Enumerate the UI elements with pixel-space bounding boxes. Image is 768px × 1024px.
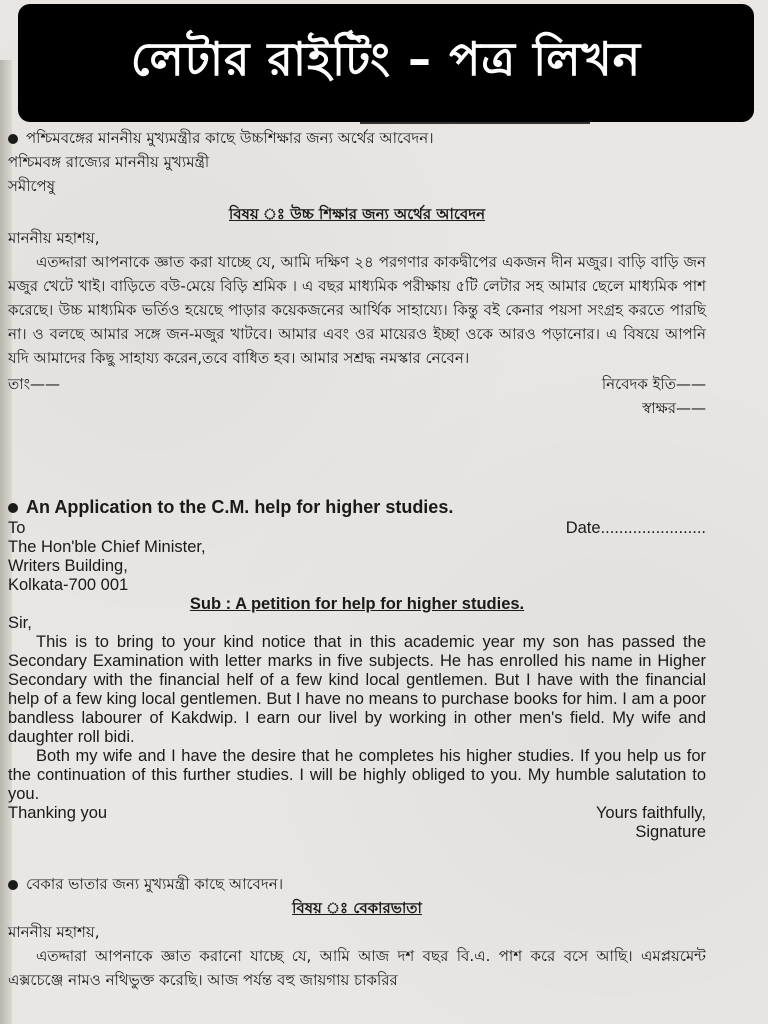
letter3-subject: বিষয় ঃ বেকারভাতা — [292, 899, 422, 917]
letter2-signature: Signature — [635, 823, 706, 841]
letter1-salutation: মাননীয় মহাশয়, — [8, 229, 100, 247]
letter1-subject: বিষয় ঃ উচ্চ শিক্ষার জন্য অর্থের আবেদন — [228, 205, 486, 223]
divider — [360, 122, 590, 124]
letter1-signature: স্বাক্ষর—— — [642, 399, 706, 417]
letter1-greeting-to: সমীপেষু — [8, 177, 56, 195]
letter2-address-line-2: Writers Building, — [8, 557, 128, 575]
letter1-heading: পশ্চিমবঙ্গের মাননীয় মুখ্যমন্ত্রীর কাছে উচ্চশিক্ষার জন্য অর্থের আবেদন। — [8, 126, 706, 150]
letter2-to: To — [8, 519, 26, 537]
letter2-address-line-3: Kolkata-700 001 — [8, 576, 129, 594]
letter3-body: এতদ্দারা আপনাকে জ্ঞাত করানো যাচ্ছে যে, আমি আজ দশ বছর বি.এ. পাশ করে বসে আছি। এমপ্লয়মেন্ট এক্সচেঞ্জে নামও নথিভুক্ত করেছি। আজ পর্যন্ত বহু জায়গায় চাকরির — [8, 947, 706, 989]
letter2-heading: An Application to the C.M. help for higher studies. — [8, 498, 706, 517]
letter3-salutation: মাননীয় মহাশয়, — [8, 923, 100, 941]
letter2-date: Date....................... — [565, 519, 706, 537]
letter-english-cm-higher-studies — [8, 498, 706, 842]
letter1-body: এতদ্দারা আপনাকে জ্ঞাত করা যাচ্ছে যে, আমি দক্ষিণ ২৪ পরগণার কাকদ্বীপের একজন দীন মজুর। বাড়ি বাড়ি জন মজুর খেটে খাই। বাড়িতে বউ-মেয়ে বিড়ি শ্রমিক । এ বছর মাধ্যমিক পরীক্ষায় ৫টি লেটার সহ আমার ছেলে মাধ্যমিক পাশ করেছে। উচ্চ মাধ্যমিক ভর্তিও হয়েছে পাড়ার কয়েকজনের আর্থিক সাহায্যে। কিন্তু বই কেনার পয়সা সংগ্রহ করতে পারছি না। ও বলছে আমার সঙ্গে জন-মজুর খাটবে। আমার এবং ওর মায়েরও ইচ্ছা ওকে আরও পড়ানোর। এ বিষয়ে আপনি যদি আমাদের কিছু সাহায্য করেন,তবে বাধিত হব। আমার সশ্রদ্ধ নমস্কার নেবেন। — [8, 253, 706, 367]
letter1-closing: নিবেদক ইতি—— — [601, 375, 706, 393]
letter1-date-label: তাং—— — [8, 375, 61, 393]
letter1-addressee: পশ্চিমবঙ্গ রাজ্যের মাননীয় মুখ্যমন্ত্রী — [8, 153, 210, 171]
letter2-to-date-row — [8, 519, 706, 538]
letter2-thanks: Thanking you — [8, 804, 108, 822]
title-banner — [18, 4, 754, 122]
letter2-subject: Sub : A petition for help for higher studies. — [189, 595, 525, 613]
letter-bengali-unemployment-allowance — [8, 872, 706, 992]
banner-title: লেটার রাইটিং – পত্র লিখন — [130, 32, 642, 86]
letter1-footer-row — [8, 372, 706, 396]
letter-bengali-cm-education — [8, 126, 706, 420]
letter2-address-line-1: The Hon'ble Chief Minister, — [8, 538, 206, 556]
letter2-body-paragraph-1: This is to bring to your kind notice that in this academic year my son has passed the Secondary Examination with letter marks in five subjects. He has enrolled his name in Higher Secondary with the financial helf of a few kind local gentlemen. But I have with the financial help of a few king local gentlemen. But I have no means to purchase books for him. I am a poor bandless labourer of Kakdwip. I earn our livel by working in other men's field. My wife and daughter roll bidi. — [8, 633, 706, 746]
letter2-closing-row — [8, 804, 706, 823]
letter2-body-paragraph-2: Both my wife and I have the desire that he completes his higher studies. If you help us for the continuation of this further studies. I will be highly obliged to you. My humble salutation to you. — [8, 747, 706, 803]
letter2-salutation: Sir, — [8, 614, 32, 632]
letter2-closing: Yours faithfully, — [595, 804, 706, 822]
letter3-heading: বেকার ভাতার জন্য মুখ্যমন্ত্রী কাছে আবেদন। — [8, 872, 706, 896]
